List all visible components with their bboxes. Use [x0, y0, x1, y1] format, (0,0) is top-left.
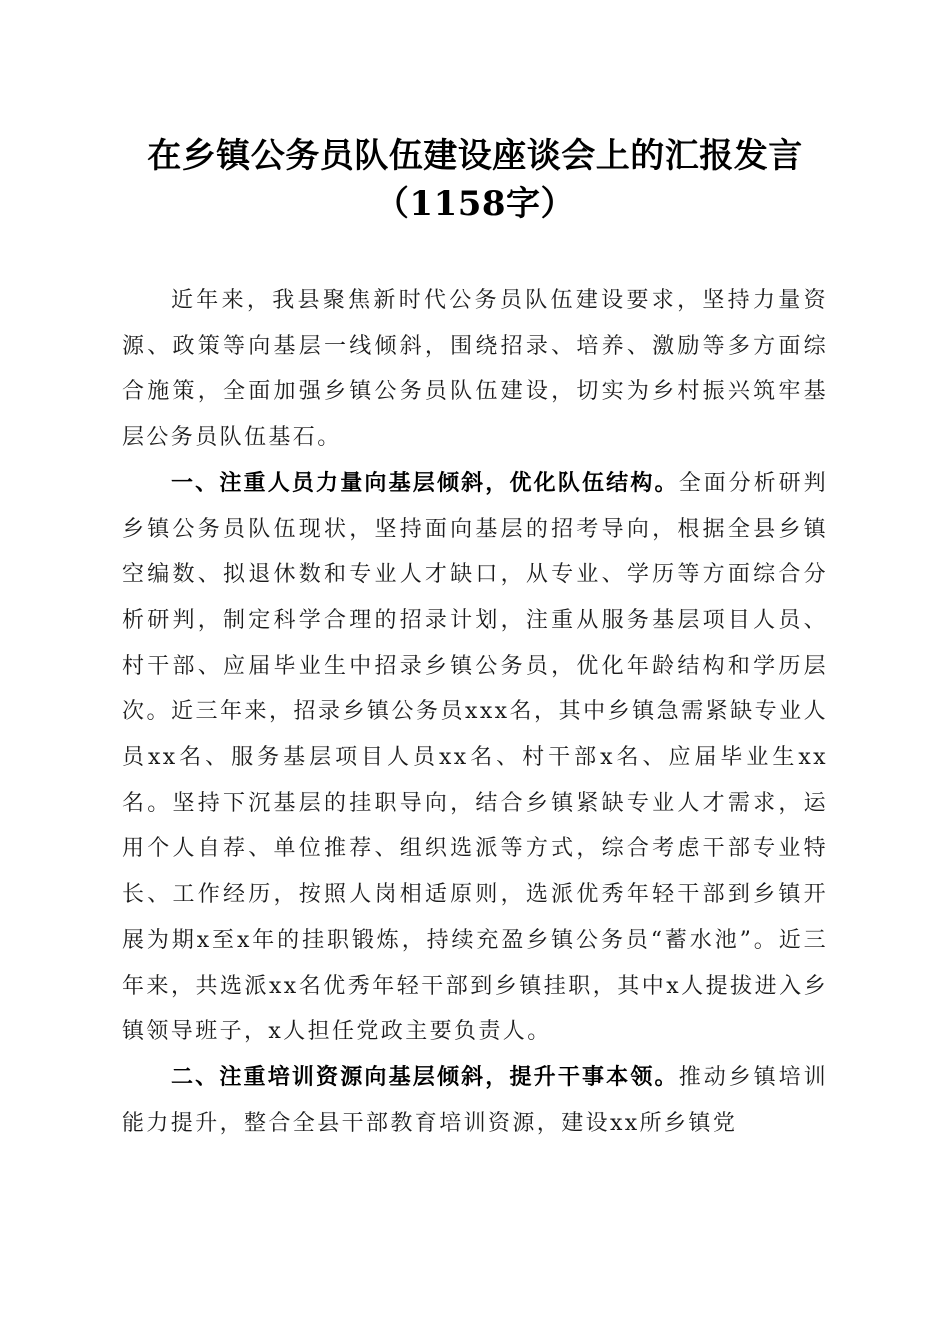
paragraph-text: 推动乡镇培训能力提升，整合全县干部教育培训资源，建设xx所乡镇党 — [122, 1064, 829, 1136]
document-body — [122, 278, 828, 1146]
paragraph-text: 全面分析研判乡镇公务员队伍现状，坚持面向基层的招考导向，根据全县乡镇空编数、拟退休数和专业人才缺口，从专业、学历等方面综合分析研判，制定科学合理的招录计划，注重从服务基层项目人员、村干部、应届毕业生中招录乡镇公务员，优化年龄结构和学历层次。近三年来，招录乡镇公务员xxx名，其中乡镇急需紧缺专业人员xx名、服务基层项目人员xx名、村干部x名、应届毕业生xx名。坚持下沉基层的挂职导向，结合乡镇紧缺专业人才需求，运用个人自荐、单位推荐、组织选派等方式，综合考虑干部专业特长、工作经历，按照人岗相适原则，选派优秀年轻干部到乡镇开展为期x至x年的挂职锻炼，持续充盈乡镇公务员“蓄水池”。近三年来，共选派xx名优秀年轻干部到乡镇挂职，其中x人提拔进入乡镇领导班子，x人担任党政主要负责人。 — [122, 470, 829, 1045]
paragraph-text: 近年来，我县聚焦新时代公务员队伍建设要求，坚持力量资源、政策等向基层一线倾斜，围绕招录、培养、激励等多方面综合施策，全面加强乡镇公务员队伍建设，切实为乡村振兴筑牢基层公务员队伍基石。 — [122, 288, 828, 451]
intro-paragraph — [122, 278, 828, 461]
word-count-subtitle: （1158字） — [374, 184, 576, 224]
section-one-paragraph — [122, 461, 828, 1055]
section-two-paragraph — [122, 1055, 828, 1146]
section-one-heading: 一、注重人员力量向基层倾斜，优化队伍结构。 — [171, 470, 679, 496]
document-title: 在乡镇公务员队伍建设座谈会上的汇报发言 — [147, 136, 803, 176]
section-two-heading: 二、注重培训资源向基层倾斜，提升干事本领。 — [171, 1064, 679, 1090]
title-block — [60, 132, 890, 228]
